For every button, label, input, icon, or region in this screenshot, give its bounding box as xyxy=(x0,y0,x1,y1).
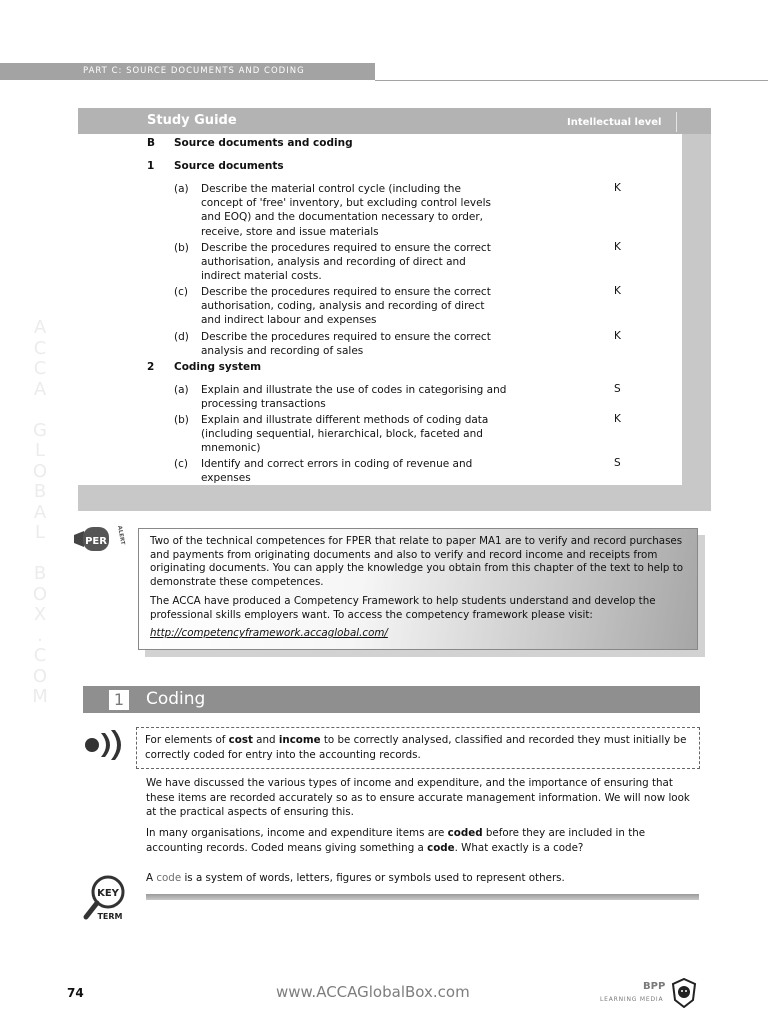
study-guide-title: Study Guide xyxy=(147,113,237,128)
item-level: S xyxy=(614,383,621,395)
lion-logo-icon xyxy=(671,978,697,1008)
item-label: (a) xyxy=(174,183,189,195)
item-level: K xyxy=(614,241,621,253)
publisher-subtitle: LEARNING MEDIA xyxy=(600,996,664,1003)
text-run: before they are included in the accounting records. Coded means giving something a xyxy=(146,827,646,854)
watermark-letter: A xyxy=(33,317,47,338)
item-line: processing transactions xyxy=(201,398,326,411)
item-line: receive, store and issue materials xyxy=(201,225,379,238)
text-run: A xyxy=(146,872,157,884)
watermark-letter: . xyxy=(37,624,43,646)
section-title: Source documents and coding xyxy=(174,137,353,149)
paragraph: We have discussed the various types of income and expenditure, and the importance of ensuring that these items are recorded accurately so as to ensure accurate management information. We will now look at the practical aspects of ensuring this. xyxy=(146,777,690,818)
watermark-letter: O xyxy=(32,460,48,482)
item-level: K xyxy=(614,182,621,194)
item-line: Identify and correct errors in coding of revenue and xyxy=(201,458,473,470)
item-line: indirect material costs. xyxy=(201,270,322,283)
item-label: (b) xyxy=(174,414,189,426)
keyword: code xyxy=(427,841,455,854)
item-label: (c) xyxy=(174,458,188,470)
key-term-icon xyxy=(78,873,130,923)
intellectual-level-header: Intellectual level xyxy=(567,117,662,128)
topic-number: 2 xyxy=(147,361,155,373)
key-icon-label: KEY xyxy=(97,888,119,899)
watermark-letter: L xyxy=(34,522,46,543)
per-alert-paragraph: The ACCA have produced a Competency Framework to help students understand and develop the professional skills employers want. To access the competency framework please visit: xyxy=(150,594,656,621)
section-heading: Coding xyxy=(146,689,206,709)
text-run: and xyxy=(252,734,279,746)
watermark-letter: L xyxy=(34,440,46,461)
item-text xyxy=(201,457,472,485)
watermark-letter xyxy=(28,400,52,421)
section-number: 1 xyxy=(109,690,129,710)
item-level: K xyxy=(614,285,621,297)
text-run: In many organisations, income and expenditure items are xyxy=(146,827,448,839)
item-line: mnemonic) xyxy=(201,442,261,455)
header-rule xyxy=(375,80,768,81)
text-run: . What exactly is a code? xyxy=(454,841,584,854)
publisher-name: BPP xyxy=(643,981,666,992)
watermark-letter: A xyxy=(33,378,47,400)
callout-text xyxy=(145,733,691,762)
callout-box xyxy=(136,727,700,769)
item-level: K xyxy=(614,330,621,342)
section-letter: B xyxy=(147,137,156,149)
item-text xyxy=(201,330,491,358)
item-line: and EOQ) and the documentation necessary to order, xyxy=(201,211,484,224)
item-line: Describe the procedures required to ensure the correct xyxy=(201,242,491,254)
keyword: cost xyxy=(228,734,253,746)
running-header: PART C: SOURCE DOCUMENTS AND CODING xyxy=(83,66,305,76)
watermark-letter: O xyxy=(32,665,48,687)
item-line: analysis and recording of sales xyxy=(201,345,364,358)
keyword: coded xyxy=(447,827,483,839)
item-level: K xyxy=(614,413,621,425)
text-run: to be correctly analysed, classified and recorded they must initially be correctly coded for entry into the accounting records. xyxy=(145,734,687,761)
watermark-letter: A xyxy=(33,501,47,523)
item-text xyxy=(201,413,488,456)
item-label: (b) xyxy=(174,242,189,254)
item-label: (d) xyxy=(174,331,189,343)
item-label: (c) xyxy=(174,286,188,298)
footer-url[interactable]: www.ACCAGlobalBox.com xyxy=(276,983,470,1001)
per-alert-paragraph: Two of the technical competences for FPER that relate to paper MA1 are to verify and record purchases and payments from originating documents and also to verify and record income and receipts from originating documents. You can apply the knowledge you obtain from this chapter of the text to help to demonstrate these competences. xyxy=(150,535,684,589)
watermark-letter: O xyxy=(32,583,48,605)
item-line: Describe the procedures required to ensure the correct xyxy=(201,331,491,343)
item-text xyxy=(201,241,491,284)
item-line: expenses xyxy=(201,472,251,485)
text-run: For elements of xyxy=(145,734,229,746)
term-icon-label: TERM xyxy=(97,912,123,921)
topic-title: Coding system xyxy=(174,361,262,373)
watermark-letter: G xyxy=(33,419,47,441)
key-term-rule xyxy=(146,894,699,900)
page-number: 74 xyxy=(67,986,84,1000)
key-term-definition xyxy=(146,871,701,886)
competency-framework-link[interactable]: http://competencyframework.accaglobal.com/ xyxy=(150,627,388,640)
topic-title: Source documents xyxy=(174,160,284,172)
item-label: (a) xyxy=(174,384,189,396)
keyword: income xyxy=(278,734,321,746)
item-line: Describe the material control cycle (including the xyxy=(201,183,461,195)
sound-icon xyxy=(84,727,130,763)
watermark-letter: M xyxy=(32,686,48,707)
watermark-letter xyxy=(28,544,52,565)
watermark-letter: X xyxy=(33,604,47,625)
topic-number: 1 xyxy=(147,160,155,172)
watermark-letter: C xyxy=(33,358,47,379)
text-run: is a system of words, letters, figures or symbols used to represent others. xyxy=(181,872,565,884)
item-text xyxy=(201,383,506,411)
item-line: Explain and illustrate different methods of coding data xyxy=(201,414,489,426)
per-alert-icon xyxy=(72,524,128,558)
item-line: Describe the procedures required to ensure the correct xyxy=(201,286,491,298)
watermark-letter: C xyxy=(33,645,47,666)
per-icon-alert-label: ALERT xyxy=(116,525,126,546)
header-divider xyxy=(676,112,677,132)
item-level: S xyxy=(614,457,621,469)
watermark xyxy=(28,318,52,708)
item-line: authorisation, analysis and recording of direct and xyxy=(201,256,466,269)
key-term-word: code xyxy=(156,872,182,884)
watermark-letter: B xyxy=(33,563,47,584)
watermark-letter: C xyxy=(33,337,47,359)
item-line: (including sequential, hierarchical, block, faceted and xyxy=(201,428,483,441)
item-line: authorisation, coding, analysis and recording of direct xyxy=(201,300,485,313)
item-line: Explain and illustrate the use of codes in categorising and xyxy=(201,384,507,396)
item-line: and indirect labour and expenses xyxy=(201,314,377,327)
per-alert-box xyxy=(138,528,698,650)
item-line: concept of 'free' inventory, but excluding control levels xyxy=(201,197,491,210)
paragraph xyxy=(146,826,701,855)
item-text xyxy=(201,285,491,328)
per-icon-label: PER xyxy=(85,536,107,547)
watermark-letter: B xyxy=(33,481,47,502)
item-text xyxy=(201,182,491,239)
